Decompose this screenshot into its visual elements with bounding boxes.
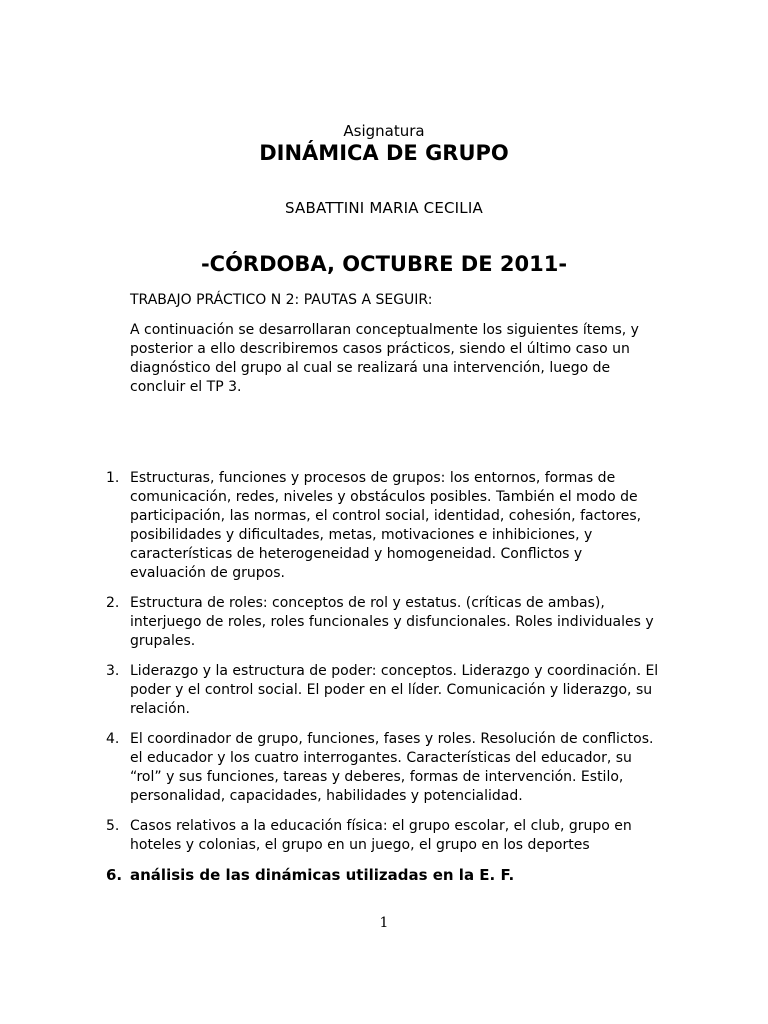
list-item xyxy=(0,469,660,583)
list-item-text: El coordinador de grupo, funciones, fases y roles. Resolución de conflictos. el educador y los cuatro interrogantes. Características del educador, su “rol” y sus funciones, tareas y deberes, formas de intervención. Estilo, personalidad, capacidades, habilidades y potencialidad. xyxy=(130,731,654,804)
list-item xyxy=(0,730,660,806)
topics-list xyxy=(0,469,768,896)
author-name: SABATTINI MARIA CECILIA xyxy=(285,199,483,217)
subject-label: Asignatura xyxy=(343,122,425,140)
list-item-number: 2. xyxy=(106,595,120,611)
list-item-text: Estructuras, funciones y procesos de grupos: los entornos, formas de comunicación, redes, niveles y obstáculos posibles. También el modo de participación, las normas, el control social, identidad, cohesión, factores, posibilidades y dificultades, metas, motivaciones e inhibiciones, y características de heterogeneidad y homogeneidad. Conflictos y evaluación de grupos. xyxy=(130,470,642,581)
list-item-number: 5. xyxy=(106,818,120,834)
list-item-text: Estructura de roles: conceptos de rol y estatus. (críticas de ambas), interjuego de roles, roles funcionales y disfuncionales. Roles individuales y grupales. xyxy=(130,595,654,649)
intro-paragraph: A continuación se desarrollaran conceptualmente los siguientes ítems, y posterior a ello describiremos casos prácticos, siendo el último caso un diagnóstico del grupo al cual se realizará una intervención, luego de concluir el TP 3. xyxy=(130,322,639,395)
list-item-number: 4. xyxy=(106,731,120,747)
list-item-number: 3. xyxy=(106,663,120,679)
list-item xyxy=(0,817,660,855)
list-item xyxy=(0,866,660,885)
place-date: -CÓRDOBA, OCTUBRE DE 2011- xyxy=(200,252,568,276)
page-number: 1 xyxy=(379,915,389,931)
list-item-number: 6. xyxy=(106,866,123,884)
list-item-text: Liderazgo y la estructura de poder: conceptos. Liderazgo y coordinación. El poder y el control social. El poder en el líder. Comunicación y liderazgo, su relación. xyxy=(130,663,659,717)
document-title: DINÁMICA DE GRUPO xyxy=(259,141,509,165)
list-item-text: análisis de las dinámicas utilizadas en la E. F. xyxy=(130,866,515,884)
list-item xyxy=(0,594,660,651)
section-heading: TRABAJO PRÁCTICO N 2: PAUTAS A SEGUIR: xyxy=(130,292,433,308)
list-item xyxy=(0,662,660,719)
list-item-number: 1. xyxy=(106,470,120,486)
list-item-text: Casos relativos a la educación física: el grupo escolar, el club, grupo en hoteles y colonias, el grupo en un juego, el grupo en los deportes xyxy=(130,818,632,853)
